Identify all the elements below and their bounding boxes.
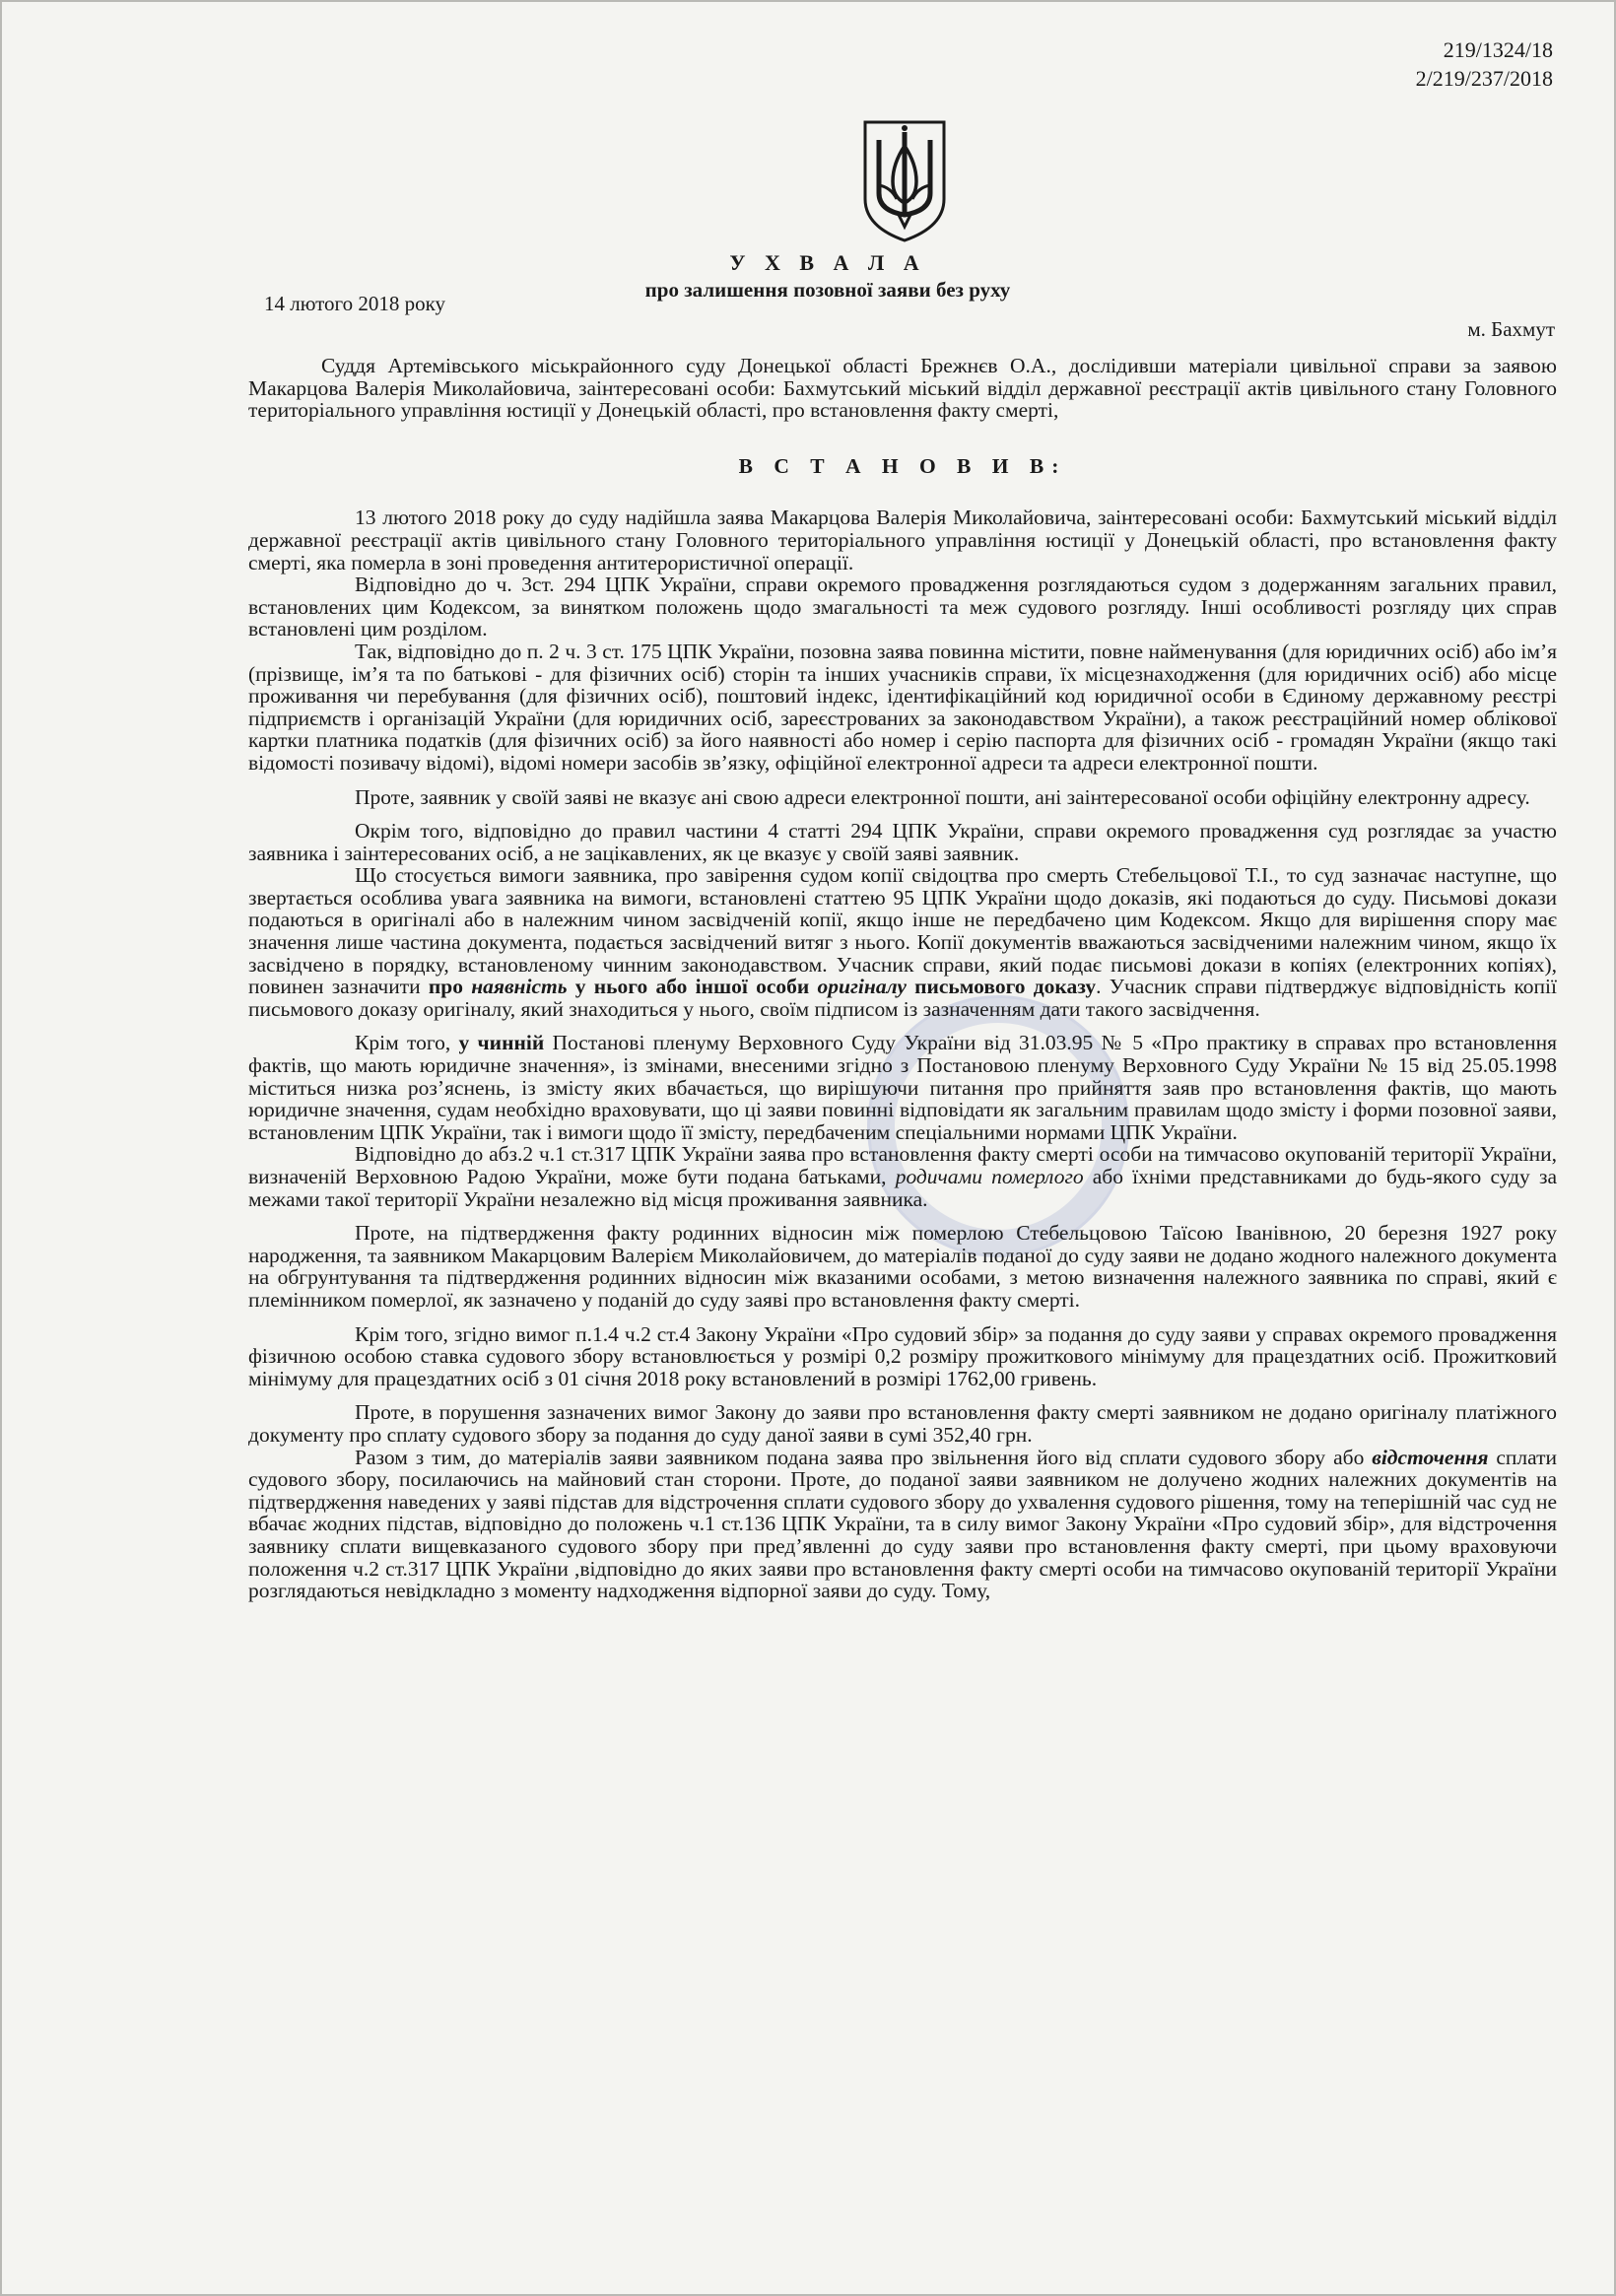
paragraph-7 xyxy=(248,1032,1557,1143)
document-title: У Х В А Л А xyxy=(729,250,926,275)
paragraph-3: Так, відповідно до п. 2 ч. 3 ст. 175 ЦПК України, позовна заява повинна містити, повне найменування (для юридичних осіб) або ім’я (прізвище, ім’я та по батькові - для фізичних осіб) сторін та інших учасників справи, їх місцезнаходження (для юридичних осіб) або місце проживання чи перебування (для фізичних осіб), поштовий індекс, ідентифікаційний код юридичної особи в Єдиному державному реєстрі підприємств і організацій України (для юридичних осіб, зареєстрованих за законодавством України), а також реєстраційний номер облікової картки платника податків (для фізичних осіб) за його наявності або номер і серію паспорта для фізичних осіб - громадян України (якщо такі відомості позивачу відомі), відомі номери засобів зв’язку, офіційної електронної адреси та адреси електронної пошти. xyxy=(248,639,1557,775)
case-numbers xyxy=(1416,35,1553,93)
paragraph-11: Проте, в порушення зазначених вимог Закону до заяви про встановлення факту смерті заявником не додано оригіналу платіжного документу про сплату судового збору за подання до суду даної заяви в сумі 352,40 грн. xyxy=(248,1400,1557,1447)
paragraph-12 xyxy=(248,1447,1557,1602)
paragraph-8-italic: родичами померлого xyxy=(895,1165,1084,1188)
paragraph-2: Відповідно до ч. 3ст. 294 ЦПК України, справи окремого провадження розглядаються судом з додержанням загальних правил, встановлених цим Кодексом, за винятком положень щодо змагальності та меж судового розгляду. Інші особливості розгляду цих справ встановлені цим розділом. xyxy=(248,573,1557,642)
paragraph-9: Проте, на підтвердження факту родинних відносин між померлою Стебельцовою Таїсою Іванівною, 20 березня 1927 року народження, та заявником Макарцовим Валерієм Миколайовичем, до матеріалів поданої до суду заяви не додано жодного належного документа на обгрунтування та підтвердження родинних відносин між вказаними особами, з метою визначення належного заявника по справі, який є племінником померлої, як зазначено у поданій до суду заяві про встановлення факту смерті. xyxy=(248,1221,1557,1312)
document-subtitle: про залишення позовної заяви без руху xyxy=(644,278,1011,302)
paragraph-7-a: Крім того, xyxy=(355,1031,459,1055)
case-number-2: 2/219/237/2018 xyxy=(1415,66,1553,91)
case-number-1: 219/1324/18 xyxy=(1443,37,1553,62)
paragraph-12-a: Разом з тим, до матеріалів заяви заявником подана заява про звільнення його від сплати судового збору або xyxy=(355,1445,1373,1469)
paragraph-12-italic: відсточення xyxy=(1372,1445,1489,1469)
paragraph-6-bold-2: у нього або іншої особи xyxy=(567,975,818,999)
paragraph-6-bold-italic-2: оригіналу xyxy=(817,975,907,999)
paragraph-8 xyxy=(248,1143,1557,1210)
paragraph-8-a: Відповідно до абз.2 ч.1 ст.317 ЦПК України заява про встановлення факту смерті особи на тимчасово окупованій території України, визначеній Верховною Радою України, може бути подана батьками, xyxy=(248,1142,1557,1188)
document-date: 14 лютого 2018 року xyxy=(264,292,446,315)
paragraph-6-end: . Учасник справи підтверджує відповідність копії письмового доказу оригіналу, який знаходиться у нього, своїм підписом із зазначенням дати такого засвідчення. xyxy=(248,975,1557,1021)
section-heading: В С Т А Н О В И В: xyxy=(738,453,1067,478)
intro-paragraph: Суддя Артемівського міськрайонного суду Донецької області Брежнєв О.А., дослідивши матеріали цивільної справи за заявою Макарцова Валерія Миколайовича, заінтересовані особи: Бахмутський міський відділ державної реєстрації актів цивільного стану Головного територіального управління юстиції у Донецькій області, про встановлення факту смерті, xyxy=(248,354,1557,423)
paragraph-4: Проте, заявник у своїй заяві не вказує ані свою адреси електронної пошти, ані заінтересованої особи офіційну електронну адресу. xyxy=(355,784,1530,809)
paragraph-6-bold-3: письмового доказу xyxy=(906,975,1097,999)
paragraph-6 xyxy=(248,864,1557,1020)
paragraph-5: Окрім того, відповідно до правил частини 4 статті 294 ЦПК України, справи окремого провадження суд розглядає за участю заявника і заінтересованих осіб, а не зацікавлених, як це вказує у своїй заяві заявник. xyxy=(248,819,1557,865)
paragraph-6-bold-1: про xyxy=(428,975,472,999)
paragraph-7-c: Постанові пленуму Верховного Суду України від 31.03.95 № 5 «Про практику в справах про встановлення фактів, що мають юридичне значення», із змінами, внесеними згідно з Постановою пленуму Верховного Суду України № 15 від 25.05.1998 міститься низка роз’яснень, із змісту яких вбачається, що вирішуючи питання про прийняття заяв про встановлення фактів, що мають юридичне значення, судам необхідно враховувати, що ці заяви повинні відповідати як загальним правилам щодо змісту і форми позовної заяви, встановленим ЦПК України, так і вимоги щодо її змісту, передбаченим спеціальними нормами ЦПК України. xyxy=(248,1031,1557,1144)
paragraph-8-b: або їхніми представниками до будь-якого суду за межами такої території України незалежно від місця проживання заявника. xyxy=(248,1165,1557,1211)
paragraph-6-bold-italic-1: наявність xyxy=(471,975,568,999)
paragraph-10: Крім того, згідно вимог п.1.4 ч.2 ст.4 Закону України «Про судовий збір» за подання до суду заяви у справах окремого провадження фізичною особою ставка судового збору встановлюється у розмірі 0,2 розміру прожиткового мінімуму для працездатних осіб. Прожитковий мінімуму для працездатних осіб з 01 січня 2018 року встановлений в розмірі 1762,00 гривень. xyxy=(248,1321,1557,1390)
paragraph-7-bold: у чинній xyxy=(458,1031,545,1055)
paragraph-12-b: сплати судового збору, посилаючись на майновий стан сторони. Проте, до поданої заяви заявником не долучено жодних належних документів на підтвердження наведених у заяві підстав для відстрочення сплати судового збору до ухвалення судового рішення, тому на теперішній час суд не вбачає жодних підстав, відповідно до положень ч.1 ст.136 ЦПК України, та в силу вимог Закону України «Про судовий збір», для відстрочення заявнику сплати вищевказаного судового збору при пред’явленні до суду заяви про встановлення факту смерті, при цьому враховуючи положення ч.2 ст.317 ЦПК України ,відповідно до яких заяви про встановлення факту смерті особи на тимчасово окупованій території України розглядаються невідкладно з моменту надходження відпорної заяви до суду. Тому, xyxy=(248,1445,1557,1603)
paragraph-6-start: Що стосується вимоги заявника, про завірення судом копії свідоцтва про смерть Стебельцової Т.І., то суд зазначає наступне, що звертається особлива увага заявника на вимоги, встановлені статтею 95 ЦПК України щодо доказів, які подаються до суду. Письмові докази подаються в оригіналі або в належним чином засвідченій копії, якщо інше не передбачено цим Кодексом. Якщо для вирішення спору має значення лише частина документа, подається засвідчений витяг з нього. Копії документів вважаються засвідченими належним чином, якщо їх засвідчено в порядку, встановленому чинним законодавством. Учасник справи, який подає письмові докази в копіях (електронних копіях), повинен зазначити xyxy=(248,863,1557,999)
document-body xyxy=(248,343,1557,1602)
paragraph-1: 13 лютого 2018 року до суду надійшла заява Макарцова Валерія Миколайовича, заінтересовані особи: Бахмутський міський відділ державної реєстрації актів цивільного стану Головного територіального управління юстиції у Донецькій області, про встановлення факту смерті, яка померла в зоні проведення антитерористичної операції. xyxy=(248,506,1557,574)
trident-coat-of-arms-icon xyxy=(857,116,952,244)
document-city: м. Бахмут xyxy=(1467,317,1555,341)
